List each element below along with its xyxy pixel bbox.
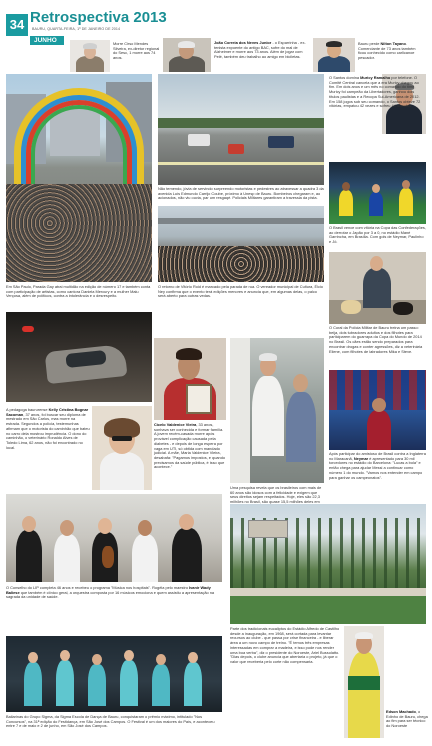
photo-car-crash <box>6 312 152 402</box>
photo-gay-parade <box>6 74 152 282</box>
caption-avenue: Não temendo, jóvia de servindo surpreendo motoristas e pedestres ao atravessar a quadra 3 da avenida Luís Edmundo Carrijo Coube, próximo à Unesp de Bauru. Bombeiros chegaram e, ao acionados, não viu ouvia, par um resgaqé. Policiais Militares garantiram a travessia da pista. <box>158 186 324 201</box>
photo-nilton-tayano-portrait <box>313 38 355 72</box>
photo-stadium-eucalyptus <box>230 504 426 624</box>
caption-police-dogs: O Coral da Polícia Militar de Bauru treina um passo: beija, dois tubradores adultos e dos filhotes para participarem do guarrapa da Copa do Mundo de 2014 no Brasil. Os cães estão sendo preparados para encontrar drogas e conter agressões, diz a veterinária Eliene, com filhotes de labradores Mika e Steve. <box>329 325 423 354</box>
photo-elderly-research <box>230 338 324 483</box>
caption-orchestra: O Conselho do LIP completa 46 anos e recebeu o programa "Música nos hospitais". Rogéla pelo maestro Ivanir Wady Baliese que também é clínico geral, a orquestra composta por 16 músicos emociona e quem assistiu a apresentação na sagrada da unidade de saúde. <box>6 585 215 600</box>
photo-dancers-festidanca <box>6 636 222 712</box>
photo-cirso-portrait <box>70 40 110 72</box>
name-kelly: Kelly Cristina Bognar Sacoman <box>6 407 89 417</box>
caption-street-event: O retorno de Vitório Roid é marcado pela parada de rua. O vereador municipal de Cultura, Élcio Ney confirma que o evento terá edições menores e anuncia que, em algumas delas, o palco será aberto para outras vedas. <box>158 284 323 299</box>
name-neymar: Neymar <box>353 455 369 461</box>
name-cicelo: Cícelo Valdenice Vieira <box>154 422 197 427</box>
page-dateline: BAURU, QUARTA-FEIRA, 1º DE JANEIRO DE 2014 <box>32 27 121 31</box>
photo-confederations-cup <box>329 162 426 224</box>
name-ivanir: Ivanir Wady Baliese <box>6 585 211 595</box>
photo-kelly-sacoman <box>92 406 152 490</box>
caption-neymar: Após participar do amistoso de Brasil contra a Inglaterra no Maracanã, Neymar é apresentado para 30 mil torcedores no estádio do Barcelona: "Lucas a bola" e então chega para ajudar Messi a continuar como número 1 do mundo. "Vamos nos entender em campo para ganhar os campeonatos". <box>329 451 426 480</box>
caption-cirso: Morre Cirso Mendes Silveira, ex-diretor regional do Sesc, 1 morre aos 74 anos. <box>113 41 160 61</box>
caption-nilton-tayano: Bauru perde Nilton Tayano. Comerciante de 73 anos também ficou conhecido como carlicanoe pescador. <box>358 41 416 61</box>
page-title: Retrospectiva 2013 <box>30 9 167 26</box>
caption-dancers: Bailarinas do Grupo Sigma, da Sigma Escola de Dança de Bauru, conquistaram o prêmio máximo, intitulado "Nos Concursos", na 31ª edição do Festidança, em São José dos Campos. O Festival é um dos maiores do País, e aconteceu entre 7 e de maio e 2 de junho, em São José dos Campos. <box>6 714 215 729</box>
page-header <box>0 0 432 44</box>
photo-hospital-orchestra <box>6 494 222 582</box>
caption-confederations: O Brasil vence com vitória na Copa das Confederações, ao derrotar o Japão por 3 a 0, no estádio Mané Garrincha, em Brasília. Com gols de Neymar, Paulinho e Jô. <box>329 225 426 245</box>
name-joao-correia: João Correia dos Neves Junior <box>214 40 272 45</box>
caption-muricy: O Santos domina Muricy Ramalho por telefone. O Comitê Central cancela que a era Muricy chegou ao fim. Em dois anos e um mês no comando do time, Muricy foi campeão da Libertadores, ganhou dois títulos paulistas e a Recopa Sul-Americana de 2012. Em 158 jogos sob seu comando, o Santos obteve 72 vitórias, empatou 42 vezes e sofreu 44 derrotas. <box>329 75 421 109</box>
photo-cicelo-valdenice <box>154 338 226 420</box>
photo-avenue-traffic <box>158 74 324 185</box>
page-number: 34 <box>6 14 28 36</box>
photo-joao-correia-portrait <box>163 38 211 72</box>
name-muricy: Muricy Ramalho <box>360 75 391 80</box>
caption-elderly: Uma pesquisa revela que os brasileiros com mais de 60 anos são idosos com a felicidade e exigem que seus direitos sejam respeitados. Hoje, eles são 22,3 milhões no Brasil, são quase 15,5 milhões deles em <box>230 485 322 505</box>
name-edson-machado: Edson Machado <box>386 709 416 714</box>
photo-police-dogs <box>329 252 426 324</box>
caption-stadium: Parte dos tradicionais eucaliptos do Estádio Alfredo de Castilho desde a inauguração, em 1968, será cortada para levantar recursos ao clube - que passa por crise financeira - e liberar área a um novo campo de treino. "É temos três empresas interessadas em comprar a madeira, e isso pode nos render uma boa verba", diz o presidente do Noroeste, Ariel Bussolatto. "Dias depois, o clube anuncia que abertaria o projeto, já que o valor que receberia pelo corte não compensaria. <box>230 626 340 664</box>
caption-cicelo: Cícelo Valdenice Vieira, 33 anos, sonhava ser conhecida e formar família. A jovem recém-casada morre após provável complicação causada pela diabetes - e depois de longa espera por vaga em UTI, só obtida com mandado judicial. A mãe, Maria Valdenice Vieira, desabafa: "Pagamos impostos, e quando precisamos da saúde pública, é isso que acontece." <box>154 422 226 470</box>
caption-gay-parade: Em São Paulo, Parada Gay atrai multidão na edição de número 17 e também conta com participação de artistas, como cantora Daniela Mercury e a mulher Malu Verçosa, além de políticos, contra a intolerância e o desrespeito. <box>6 284 151 299</box>
caption-kelly: A pedagoga baururense Kelly Cristina Bognar Sacoman, 37 anos, foi buscar seu diploma de mestrado em São Carlos, mas morre na estrada. Segundos a polícia, testemunhas afirmam que o motorista do caminhão que bateu no carro dela mostrou imprudência. O dono do caminhão, o veterinário Ronaldo Alves de Toledo Lima, 62 anos, não foi encontrado no local. <box>6 407 90 450</box>
photo-street-event <box>158 206 324 282</box>
photo-neymar-barcelona <box>329 370 426 450</box>
photo-edson-machado <box>344 626 384 738</box>
caption-edson-machado: Edson Machado, o Edinho de Bauru, chega ao fim para ser técnico do Noroeste <box>386 709 428 729</box>
name-nilton-tayano: Nilton Tayano <box>380 41 406 46</box>
caption-joao-correia: João Correia dos Neves Junior - o Esparrinha - ex-tenista expoente do antigo BAC, sofre do mal de Alzheimer e morre aos 73 anos. Além de jogar com Pelé, também deu trabalho ao amigo em biciletas. <box>214 40 306 60</box>
month-label: JUNHO <box>30 36 64 45</box>
